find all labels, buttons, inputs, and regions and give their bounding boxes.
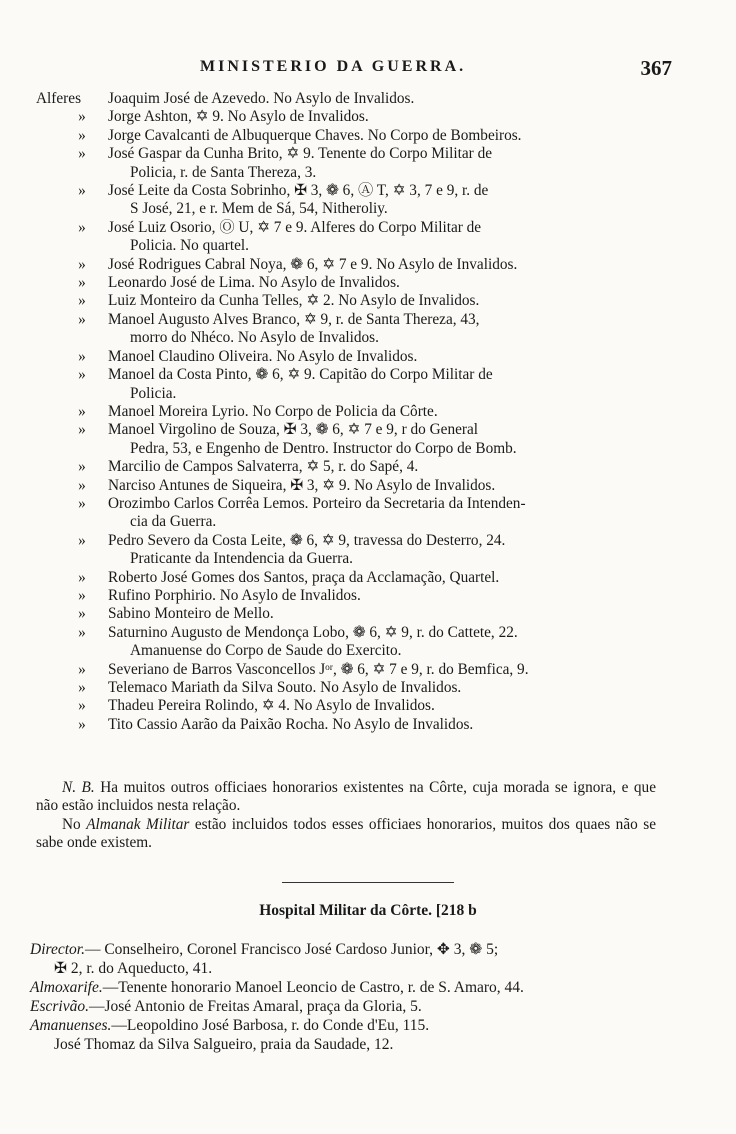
note-text-2b: estão incluidos todos esses officiaes honorarios, muitos dos quaes não se sabe onde existem. — [36, 815, 656, 852]
list-item-mark: » — [78, 531, 86, 549]
list-item-mark: » — [78, 274, 86, 292]
list-item-text: Manoel da Costa Pinto, ❁ 6, ✡ 9. Capitão do Corpo Militar de — [108, 366, 493, 384]
list-item-text: Rufino Porphirio. No Asylo de Invalidos. — [108, 586, 361, 604]
list-item-mark: » — [78, 476, 86, 494]
note-text-1: Ha muitos outros officiaes honorarios existentes na Côrte, cuja morada se ignora, e que não estão incluidos nesta relação. — [36, 779, 656, 815]
officer-list — [0, 90, 736, 734]
note-label: N. B. — [62, 779, 95, 796]
staff-text: —Tenente honorario Manoel Leoncio de Castro, r. de S. Amaro, 44. — [102, 979, 524, 996]
list-item — [0, 495, 698, 532]
list-item-text: Jorge Cavalcanti de Albuquerque Chaves. No Corpo de Bombeiros. — [108, 126, 522, 144]
list-item-text: Narciso Antunes de Siqueira, ✠ 3, ✡ 9. No Asylo de Invalidos. — [108, 476, 496, 494]
list-item — [0, 348, 698, 366]
list-item — [0, 127, 698, 145]
list-item-mark: » — [78, 458, 86, 476]
staff-continuation: José Thomaz da Silva Salgueiro, praia da Saudade, 12. — [54, 1036, 394, 1053]
list-item-mark: » — [78, 310, 86, 328]
list-item-mark: » — [78, 402, 86, 420]
list-item-mark: » — [78, 145, 86, 163]
list-item-text: José Gaspar da Cunha Brito, ✡ 9. Tenente do Corpo Militar de — [108, 145, 493, 163]
list-item-mark: » — [78, 605, 86, 623]
list-item-mark: » — [78, 715, 86, 733]
list-item-mark: » — [78, 697, 86, 715]
list-item-text: Marcilio de Campos Salvaterra, ✡ 5, r. do Sapé, 4. — [108, 458, 419, 476]
list-item-continuation: Pedra, 53, e Engenho de Dentro. Instructor do Corpo de Bomb. — [130, 439, 517, 457]
staff-entry — [30, 997, 660, 1016]
staff-role: Almoxarife. — [30, 979, 103, 996]
list-item — [0, 716, 698, 734]
list-item — [0, 182, 698, 219]
list-item — [0, 477, 698, 495]
list-item-text: José Leite da Costa Sobrinho, ✠ 3, ❁ 6, Ⓐ T, ✡ 3, 7 e 9, r. de — [108, 182, 489, 200]
list-item — [0, 366, 698, 403]
staff-entry — [30, 940, 660, 959]
list-item-mark: » — [78, 623, 86, 641]
list-item — [0, 458, 698, 476]
list-item-mark: » — [78, 660, 86, 678]
list-item — [0, 145, 698, 182]
note-paragraph-1 — [36, 779, 656, 816]
list-item-text: José Luiz Osorio, Ⓞ U, ✡ 7 e 9. Alferes do Corpo Militar de — [108, 218, 482, 236]
list-item — [0, 624, 698, 661]
list-item-text: Pedro Severo da Costa Leite, ❁ 6, ✡ 9, travessa do Desterro, 24. — [108, 531, 506, 549]
list-item-text: Saturnino Augusto de Mendonça Lobo, ❁ 6, ✡ 9, r. do Cattete, 22. — [108, 623, 518, 641]
section-title: Hospital Militar da Côrte. [218 b — [259, 902, 477, 919]
staff-text: —José Antonio de Freitas Amaral, praça da Gloria, 5. — [88, 998, 422, 1015]
list-item — [0, 256, 698, 274]
list-item-continuation: Amanuense do Corpo de Saude do Exercito. — [130, 642, 402, 660]
list-item-text: Tito Cassio Aarão da Paixão Rocha. No Asylo de Invalidos. — [108, 715, 474, 733]
list-item-mark: » — [78, 586, 86, 604]
list-item-text: Jorge Ashton, ✡ 9. No Asylo de Invalidos. — [108, 108, 369, 126]
list-item — [0, 421, 698, 458]
list-item — [0, 108, 698, 126]
list-item-continuation: S José, 21, e r. Mem de Sá, 54, Nitheroliy. — [130, 200, 388, 218]
list-item — [0, 274, 698, 292]
list-item-mark: Alferes — [36, 90, 82, 107]
list-item — [0, 605, 698, 623]
list-item-text: Joaquim José de Azevedo. No Asylo de Invalidos. — [108, 90, 415, 107]
list-item — [0, 532, 698, 569]
list-item — [0, 403, 698, 421]
staff-entry — [30, 978, 660, 997]
list-item-continuation: Policia. — [130, 384, 177, 402]
page-header — [0, 58, 736, 82]
staff-text: —Leopoldino José Barbosa, r. do Conde d'Eu, 115. — [111, 1017, 430, 1034]
list-item-mark: » — [78, 218, 86, 236]
list-item-mark: » — [78, 108, 86, 126]
list-item-mark: » — [78, 366, 86, 384]
list-item-text: Roberto José Gomes dos Santos, praça da Acclamação, Quartel. — [108, 568, 500, 586]
list-item-text: Severiano de Barros Vasconcellos Jᵒʳ, ❁ 6, ✡ 7 e 9, r. do Bemfica, 9. — [108, 660, 529, 678]
staff-continuation: ✠ 2, r. do Aqueducto, 41. — [54, 960, 213, 977]
list-item — [0, 569, 698, 587]
list-item — [0, 90, 698, 108]
list-item-continuation: morro do Nhéco. No Asylo de Invalidos. — [130, 329, 379, 347]
list-item-text: Manoel Claudino Oliveira. No Asylo de Invalidos. — [108, 347, 418, 365]
list-item — [0, 587, 698, 605]
list-item — [0, 661, 698, 679]
list-item — [0, 311, 698, 348]
page-number: 367 — [640, 56, 672, 80]
list-item-mark: » — [78, 679, 86, 696]
list-item-continuation: Policia, r. de Santa Thereza, 3. — [130, 163, 317, 181]
section-divider — [282, 882, 454, 883]
staff-entry — [30, 1016, 660, 1035]
list-item-text: Manoel Augusto Alves Branco, ✡ 9, r. de Santa Thereza, 43, — [108, 310, 480, 328]
note-block — [36, 779, 656, 853]
list-item-text: Sabino Monteiro de Mello. — [108, 605, 274, 623]
list-item — [0, 697, 698, 715]
list-item-text: Telemaco Mariath da Silva Souto. No Asylo de Invalidos. — [108, 679, 462, 696]
note-paragraph-2 — [36, 816, 656, 853]
list-item-mark: » — [78, 421, 86, 439]
list-item-text: Manoel Moreira Lyrio. No Corpo de Policia da Côrte. — [108, 402, 438, 420]
staff-role: Escrivão. — [30, 998, 89, 1015]
list-item-mark: » — [78, 347, 86, 365]
list-item-continuation: cia da Guerra. — [130, 513, 217, 531]
list-item-mark: » — [78, 292, 86, 310]
list-item-continuation: Praticante da Intendencia da Guerra. — [130, 550, 353, 568]
list-item-mark: » — [78, 568, 86, 586]
list-item-mark: » — [78, 255, 86, 273]
staff-list — [30, 940, 660, 1054]
list-item-mark: » — [78, 494, 86, 512]
staff-text: — Conselheiro, Coronel Francisco José Cardoso Junior, ✥ 3, ❁ 5; — [84, 941, 499, 958]
page-title: MINISTERIO DA GUERRA. — [200, 58, 467, 75]
list-item-text: Leonardo José de Lima. No Asylo de Invalidos. — [108, 274, 400, 292]
list-item — [0, 679, 698, 697]
list-item-text: Thadeu Pereira Rolindo, ✡ 4. No Asylo de Invalidos. — [108, 697, 435, 715]
list-item-mark: » — [78, 126, 86, 144]
list-item-mark: » — [78, 182, 86, 200]
list-item-text: José Rodrigues Cabral Noya, ❁ 6, ✡ 7 e 9. No Asylo de Invalidos. — [108, 255, 518, 273]
list-item-text: Orozimbo Carlos Corrêa Lemos. Porteiro da Secretaria da Intenden- — [108, 494, 526, 512]
list-item — [0, 292, 698, 310]
list-item-text: Manoel Virgolino de Souza, ✠ 3, ❁ 6, ✡ 7 e 9, r do General — [108, 421, 479, 439]
list-item-text: Luiz Monteiro da Cunha Telles, ✡ 2. No Asylo de Invalidos. — [108, 292, 480, 310]
note-text-2a: No — [62, 815, 81, 833]
list-item — [0, 219, 698, 256]
staff-role: Director. — [30, 941, 85, 958]
staff-role: Amanuenses. — [30, 1017, 112, 1034]
note-italic-title: Almanak Militar — [86, 815, 190, 833]
list-item-continuation: Policia. No quartel. — [130, 237, 249, 255]
